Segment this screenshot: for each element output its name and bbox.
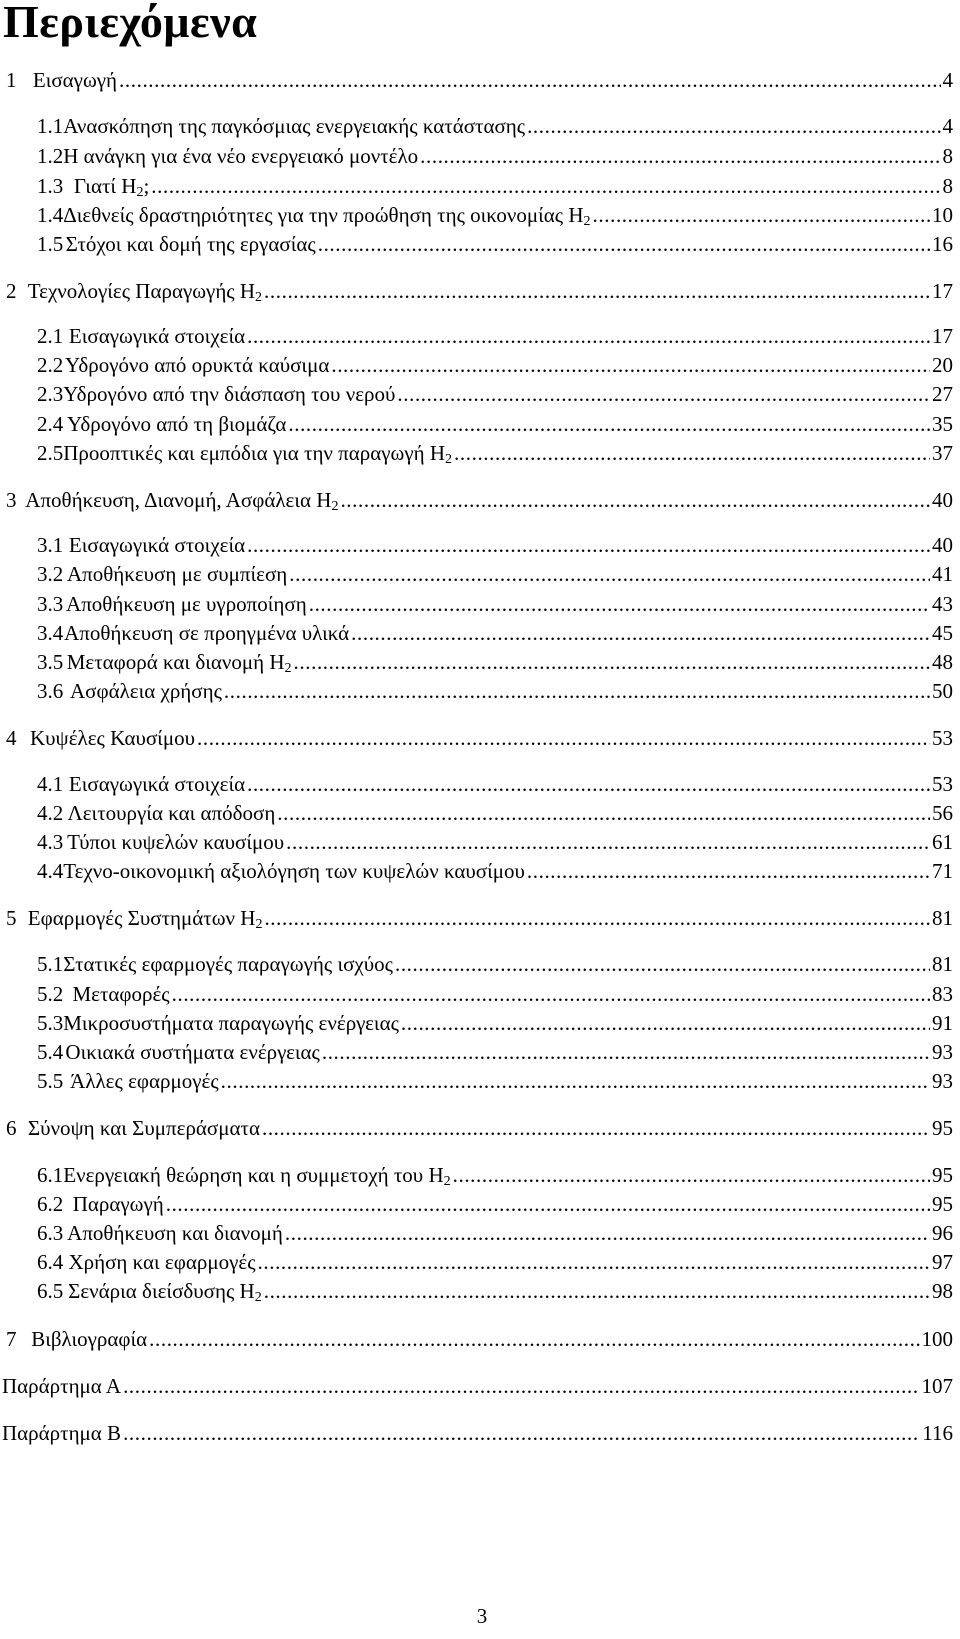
toc-entry: [2, 1419, 953, 1447]
toc-number: 2.1: [37, 324, 64, 348]
toc-number: 6.4: [37, 1250, 64, 1274]
toc-number: 6.3: [37, 1221, 64, 1245]
toc-number: 2.3: [37, 382, 64, 406]
toc-leader-dots: [149, 1325, 919, 1353]
toc-entry: [37, 828, 953, 856]
toc-title: Εφαρμογές Συστημάτων $H_2$: [27, 906, 263, 932]
toc-entry: [37, 1219, 953, 1247]
toc-leader-dots: [285, 1219, 930, 1247]
toc-entry: [37, 590, 953, 618]
toc-title: Εισαγωγικά στοιχεία: [68, 324, 246, 348]
toc-number: 3: [6, 488, 17, 512]
toc-title: Αποθήκευση σε προηγμένα υλικά: [64, 621, 350, 645]
toc-number: 5.5: [37, 1069, 64, 1093]
toc-title: Ασφάλεια χρήσης: [70, 679, 222, 703]
toc-page-number: 37: [932, 441, 953, 465]
toc-title: Σύνοψη και Συμπεράσματα: [27, 1116, 260, 1140]
toc-number: 1.4: [37, 203, 64, 227]
toc-number: 2: [6, 279, 17, 303]
toc-number: 2.4: [37, 412, 64, 436]
toc-entry: [37, 439, 953, 467]
toc-title: Αποθήκευση, Διανομή, Ασφάλεια $H_2$: [25, 488, 339, 514]
toc-number: 1.2: [37, 144, 64, 168]
toc-number: 1: [6, 68, 17, 92]
toc-leader-dots: [119, 66, 940, 94]
toc-page-number: 17: [932, 279, 953, 303]
toc-title: Εισαγωγή: [32, 68, 118, 92]
toc-number: 5.2: [37, 982, 64, 1006]
toc-title: Παραγωγή: [72, 1192, 164, 1216]
toc-entry: [37, 799, 953, 827]
toc-page-number: 95: [932, 1163, 953, 1187]
toc-title: Αποθήκευση με συμπίεση: [66, 562, 288, 586]
toc-title: Βιβλιογραφία: [31, 1327, 148, 1351]
toc-entry: [37, 677, 953, 705]
toc-leader-dots: [247, 770, 930, 798]
toc-entry: [6, 1325, 953, 1353]
toc-leader-dots: [221, 1067, 930, 1095]
toc-leader-dots: [331, 351, 930, 379]
toc-page-number: 35: [932, 412, 953, 436]
toc-leader-dots: [264, 277, 930, 305]
toc-entry: [37, 980, 953, 1008]
toc-number: 4.1: [37, 772, 64, 796]
toc-number: 7: [6, 1327, 17, 1351]
page-title: Περιεχόμενα: [3, 0, 258, 47]
toc-entry: [37, 351, 953, 379]
toc-leader-dots: [340, 486, 930, 514]
toc-title: Οικιακά συστήματα ενέργειας: [65, 1040, 320, 1064]
toc-page-number: 50: [932, 679, 953, 703]
toc-leader-dots: [262, 1114, 930, 1142]
toc-leader-dots: [322, 1038, 930, 1066]
toc-entry: [37, 142, 953, 170]
toc-page-number: 48: [932, 650, 953, 674]
toc-page-number: 8: [942, 174, 953, 198]
toc-leader-dots: [527, 112, 940, 140]
toc-leader-dots: [309, 590, 930, 618]
toc-leader-dots: [289, 560, 930, 588]
toc-entry: [6, 486, 953, 514]
toc-leader-dots: [247, 531, 930, 559]
toc-number: 3.3: [37, 592, 64, 616]
toc-entry: [2, 1372, 953, 1400]
toc-entry: [6, 1114, 953, 1142]
toc-title: Εισαγωγικά στοιχεία: [68, 533, 246, 557]
toc-entry: [37, 648, 953, 676]
toc-number: 5.4: [37, 1040, 64, 1064]
toc-entry: [6, 724, 953, 752]
toc-number: 6.2: [37, 1192, 64, 1216]
toc-page-number: 10: [932, 203, 953, 227]
toc-leader-dots: [123, 1372, 919, 1400]
toc-entry: [37, 1038, 953, 1066]
toc-leader-dots: [172, 980, 930, 1008]
toc-title: Άλλες εφαρμογές: [70, 1069, 219, 1093]
toc-number: 4: [6, 726, 17, 750]
toc-title: Λειτουργία και απόδοση: [67, 801, 276, 825]
toc-title: Ανασκόπηση της παγκόσμιας ενεργειακής κατάστασης: [63, 114, 526, 138]
toc-page-number: 17: [932, 324, 953, 348]
toc-entry: [37, 230, 953, 258]
toc-number: 4.3: [37, 830, 64, 854]
toc-number: 3.6: [37, 679, 64, 703]
toc-page-number: 95: [932, 1192, 953, 1216]
toc-page-number: 40: [932, 533, 953, 557]
toc-leader-dots: [397, 380, 930, 408]
toc-number: 3.5: [37, 650, 64, 674]
toc-number: 2.2: [37, 353, 64, 377]
toc-page-number: 16: [932, 232, 953, 256]
toc-title: Μικροσυστήματα παραγωγής ενέργειας: [63, 1011, 399, 1035]
page-number: 3: [476, 1604, 488, 1628]
toc-entry: [37, 410, 953, 438]
toc-entry: [6, 904, 953, 932]
toc-leader-dots: [351, 619, 930, 647]
toc-page-number: 4: [942, 114, 953, 138]
toc-title: Διεθνείς δραστηριότητες για την προώθηση της οικονομίας $H_2$: [63, 203, 591, 229]
toc-leader-dots: [395, 950, 930, 978]
toc-title: Χρήση και εφαρμογές: [68, 1250, 256, 1274]
toc-number: 4.2: [37, 801, 64, 825]
toc-leader-dots: [454, 439, 930, 467]
toc-title: Υδρογόνο από την διάσπαση του νερού: [63, 382, 396, 406]
toc-page-number: 93: [932, 1040, 953, 1064]
toc-entry: [6, 66, 953, 94]
toc-number: 6: [6, 1116, 17, 1140]
toc-page-number: 100: [921, 1327, 953, 1351]
toc-leader-dots: [247, 322, 930, 350]
toc-page-number: 56: [932, 801, 953, 825]
toc-leader-dots: [318, 230, 930, 258]
toc-entry: [37, 560, 953, 588]
toc-title: Κυψέλες Καυσίμου: [29, 726, 195, 750]
toc-leader-dots: [264, 1277, 930, 1305]
toc-number: 3.2: [37, 562, 64, 586]
toc-title: Αποθήκευση και διανομή: [67, 1221, 283, 1245]
toc-leader-dots: [123, 1419, 920, 1447]
toc-number: 1.5: [37, 232, 64, 256]
toc-number: 2.5: [37, 441, 64, 465]
toc-entry: [37, 531, 953, 559]
toc-page-number: 83: [932, 982, 953, 1006]
toc-number: 3.1: [37, 533, 64, 557]
toc-number: 3.4: [37, 621, 64, 645]
toc-page-number: 107: [921, 1374, 953, 1398]
toc-entry: [37, 172, 953, 200]
toc-page-number: 40: [932, 488, 953, 512]
toc-title: Ενεργειακή θεώρηση και η συμμετοχή του $H_2$: [63, 1163, 451, 1189]
toc-leader-dots: [258, 1248, 930, 1276]
toc-entry: [37, 950, 953, 978]
toc-number: 5: [6, 906, 17, 930]
toc-title: Η ανάγκη για ένα νέο ενεργειακό μοντέλο: [63, 144, 419, 168]
toc-page-number: 4: [942, 68, 953, 92]
toc-leader-dots: [401, 1009, 930, 1037]
toc-page-number: 97: [932, 1250, 953, 1274]
toc-title: Αποθήκευση με υγροποίηση: [66, 592, 307, 616]
toc-leader-dots: [453, 1161, 930, 1189]
toc-page-number: 95: [932, 1116, 953, 1140]
toc-entry: [37, 1190, 953, 1218]
toc-page-number: 91: [932, 1011, 953, 1035]
toc-page-number: 116: [922, 1421, 953, 1445]
toc-leader-dots: [166, 1190, 930, 1218]
toc-page-number: 81: [932, 906, 953, 930]
toc-title: Γιατί $H_2$;: [73, 174, 150, 200]
toc-leader-dots: [527, 857, 930, 885]
toc-entry: [37, 770, 953, 798]
toc-entry: [37, 619, 953, 647]
toc-title: Μεταφορές: [72, 982, 170, 1006]
toc-title: Τύποι κυψελών καυσίμου: [67, 830, 285, 854]
toc-entry: [37, 857, 953, 885]
toc-leader-dots: [197, 724, 930, 752]
toc-page-number: 98: [932, 1279, 953, 1303]
toc-entry: [37, 201, 953, 229]
toc-leader-dots: [151, 172, 940, 200]
toc-entry: [37, 1009, 953, 1037]
toc-number: 5.1: [37, 952, 64, 976]
toc-page-number: 20: [932, 353, 953, 377]
toc-title: Εισαγωγικά στοιχεία: [68, 772, 246, 796]
toc-leader-dots: [224, 677, 930, 705]
toc-page-number: 53: [932, 772, 953, 796]
toc-leader-dots: [286, 828, 930, 856]
toc-page-number: 53: [932, 726, 953, 750]
toc-title: Παράρτημα Α: [2, 1374, 122, 1398]
toc-leader-dots: [288, 410, 930, 438]
toc-title: Τεχνο-οικονομική αξιολόγηση των κυψελών καυσίμου: [63, 859, 525, 883]
toc-number: 5.3: [37, 1011, 64, 1035]
toc-entry: [37, 1161, 953, 1189]
toc-title: Στατικές εφαρμογές παραγωγής ισχύος: [63, 952, 393, 976]
toc-page-number: 96: [932, 1221, 953, 1245]
toc-entry: [37, 1067, 953, 1095]
toc-page-number: 43: [932, 592, 953, 616]
toc-entry: [37, 1248, 953, 1276]
toc-entry: [6, 277, 953, 305]
toc-entry: [37, 380, 953, 408]
toc-title: Παράρτημα Β: [2, 1421, 122, 1445]
toc-entry: [37, 112, 953, 140]
toc-page-number: 27: [932, 382, 953, 406]
toc-page-number: 61: [932, 830, 953, 854]
toc-leader-dots: [593, 201, 930, 229]
toc-number: 1.1: [37, 114, 64, 138]
toc-title: Μεταφορά και διανομή $H_2$: [66, 650, 292, 676]
toc-page-number: 93: [932, 1069, 953, 1093]
toc-title: Στόχοι και δομή της εργασίας: [65, 232, 316, 256]
toc-title: Σενάρια διείσδυσης $H_2$: [68, 1279, 262, 1305]
toc-number: 6.5: [37, 1279, 64, 1303]
toc-page-number: 45: [932, 621, 953, 645]
toc-entry: [37, 1277, 953, 1305]
toc-number: 6.1: [37, 1163, 64, 1187]
toc-title: Υδρογόνο από τη βιομάζα: [66, 412, 287, 436]
toc-entry: [37, 322, 953, 350]
toc-leader-dots: [294, 648, 930, 676]
toc-number: 1.3: [37, 174, 64, 198]
toc-number: 4.4: [37, 859, 64, 883]
toc-title: Υδρογόνο από ορυκτά καύσιμα: [64, 353, 330, 377]
toc-page-number: 41: [932, 562, 953, 586]
toc-title: Τεχνολογίες Παραγωγής $H_2$: [27, 279, 263, 305]
toc-page-number: 8: [942, 144, 953, 168]
toc-leader-dots: [264, 904, 930, 932]
toc-page-number: 81: [932, 952, 953, 976]
toc-leader-dots: [277, 799, 930, 827]
toc-page-number: 71: [932, 859, 953, 883]
toc-title: Προοπτικές και εμπόδια για την παραγωγή $H_2$: [63, 441, 453, 467]
toc-leader-dots: [420, 142, 940, 170]
